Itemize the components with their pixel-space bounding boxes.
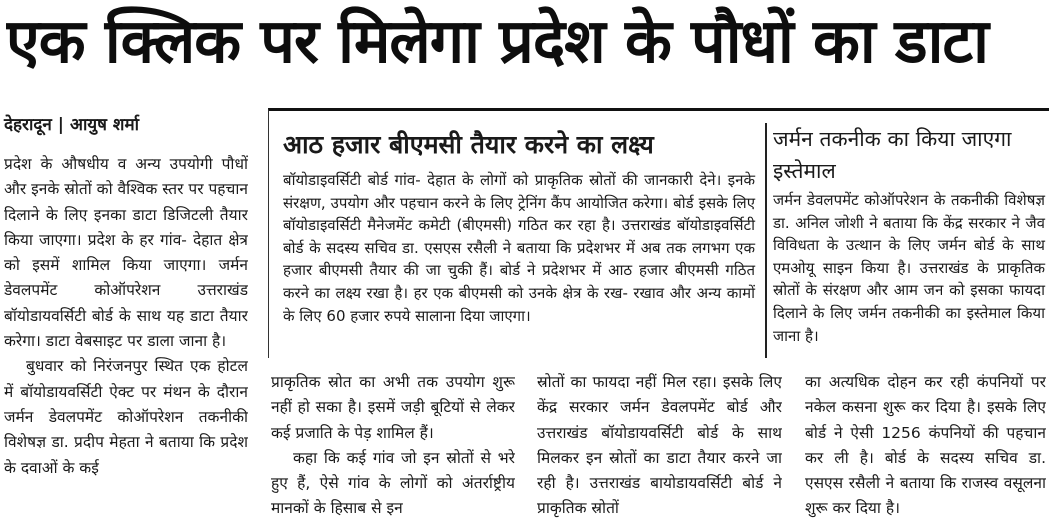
- byline-author: आयुष शर्मा: [69, 115, 140, 135]
- article-paragraph: का अत्यधिक दोहन कर रही कंपनियों पर नकेल कसना शुरू कर दिया है। इसके लिए बोर्ड ने ऐसी 1256 कंपनियों की पहचान कर ली है। बोर्ड के सदस्य सचिव डा. एसएस रसैली ने बताया कि राजस्व वसूलना शुरू कर दिया है।: [805, 373, 1046, 518]
- byline-place: देहरादून: [4, 115, 52, 135]
- info-box: [268, 108, 1049, 358]
- byline-separator: |: [57, 115, 65, 135]
- article-paragraph: प्राकृतिक स्रोत का अभी तक उपयोग शुरू नहीं हो सका है। इसमें जड़ी बूटियों से लेकर कई प्रजाति के पेड़ शामिल हैं।: [271, 373, 515, 442]
- article-paragraph: प्रदेश के औषधीय व अन्य उपयोगी पौधों और इनके स्रोतों को वैश्विक स्तर पर पहचान दिलाने के लिए इनका डाटा डिजिटली तैयार किया जाएगा। प्रदेश के हर गांव- देहात क्षेत्र को इसमें शामिल किया जाएगा। जर्मन डेवलपमेंट कोऑपरेशन उत्तराखंड बॉयोडायवर्सिटी बोर्ड के साथ यह डाटा तैयार करेगा। डाटा वेबसाइट पर डाला जाना है।: [4, 155, 248, 351]
- article-column-4: [805, 370, 1046, 526]
- info-box-main: [283, 125, 755, 358]
- side-box: [773, 123, 1045, 358]
- info-box-divider: [765, 123, 767, 358]
- article-column-2: [271, 370, 515, 526]
- article-paragraph: स्रोतों का फायदा नहीं मिल रहा। इसके लिए केंद्र सरकार जर्मन डेवलपमेंट बोर्ड और उत्तराखंड बॉयोडायवर्सिटी बोर्ड के साथ मिलकर इन स्रोतों का डाटा तैयार करने जा रही है। उत्तराखंड बायोडायवर्सिटी बोर्ड ने प्राकृतिक स्रोतों: [537, 373, 782, 518]
- info-box-text: बॉयोडाइवर्सिटी बोर्ड गांव- देहात के लोगों को प्राकृतिक स्रोतों की जानकारी देने। इनके संरक्षण, उपयोग और पहचान करने के लिए ट्रेनिंग कैंप आयोजित करेगा। बोर्ड इसके लिए बॉयोडाइवर्सिटी मैनेजमेंट कमेटी (बीएमसी) गठित कर रहा है। उत्तराखंड बॉयोडाइवर्सिटी बोर्ड के सदस्य सचिव डा. एसएस रसैली ने बताया कि प्रदेशभर में अब तक लगभग एक हजार बीएमसी तैयार की जा चुकी हैं। बोर्ड ने प्रदेशभर में आठ हजार बीएमसी गठित करने का लक्ष्य रखा है। हर एक बीएमसी को उनके क्षेत्र के रख- रखाव और अन्य कामों के लिए 60 हजार रुपये सालाना दिया जाएगा।: [283, 171, 755, 325]
- article-paragraph: कहा कि कई गांव जो इन स्रोतों से भरे हुए हैं, ऐसे गांव के लोगों को अंतर्राष्ट्रीय मानकों के हिसाब से इन: [271, 448, 515, 518]
- article-column-3: [537, 370, 782, 526]
- side-box-text: जर्मन डेवलपमेंट कोऑपरेशन के तकनीकी विशेषज्ञ डा. अनिल जोशी ने बताया कि केंद्र सरकार ने जैव विविधता के उत्थान के लिए जर्मन बोर्ड के साथ एमओयू साइन किया है। उत्तराखंड के प्राकृतिक स्रोतों के संरक्षण और आम जन को इसका फायदा दिलाने के लिए जर्मन तकनीकी का इस्तेमाल किया जाना है।: [773, 191, 1045, 345]
- headline: एक क्लिक पर मिलेगा प्रदेश के पौधों का डाटा: [6, 6, 988, 77]
- article-column-1: [4, 152, 248, 526]
- side-box-title: जर्मन तकनीक का किया जाएगा इस्तेमाल: [773, 127, 1012, 183]
- info-box-title: आठ हजार बीएमसी तैयार करने का लक्ष्य: [283, 130, 654, 159]
- byline: [4, 112, 259, 135]
- article-paragraph: बुधवार को निरंजनपुर स्थित एक होटल में बॉयोडायवर्सिटी ऐक्ट पर मंथन के दौरान जर्मन डेवलपमेंट कोऑपरेशन तकनीकी विशेषज्ञ डा. प्रदीप मेहता ने बताया कि प्रदेश के दवाओं के कई: [4, 357, 248, 477]
